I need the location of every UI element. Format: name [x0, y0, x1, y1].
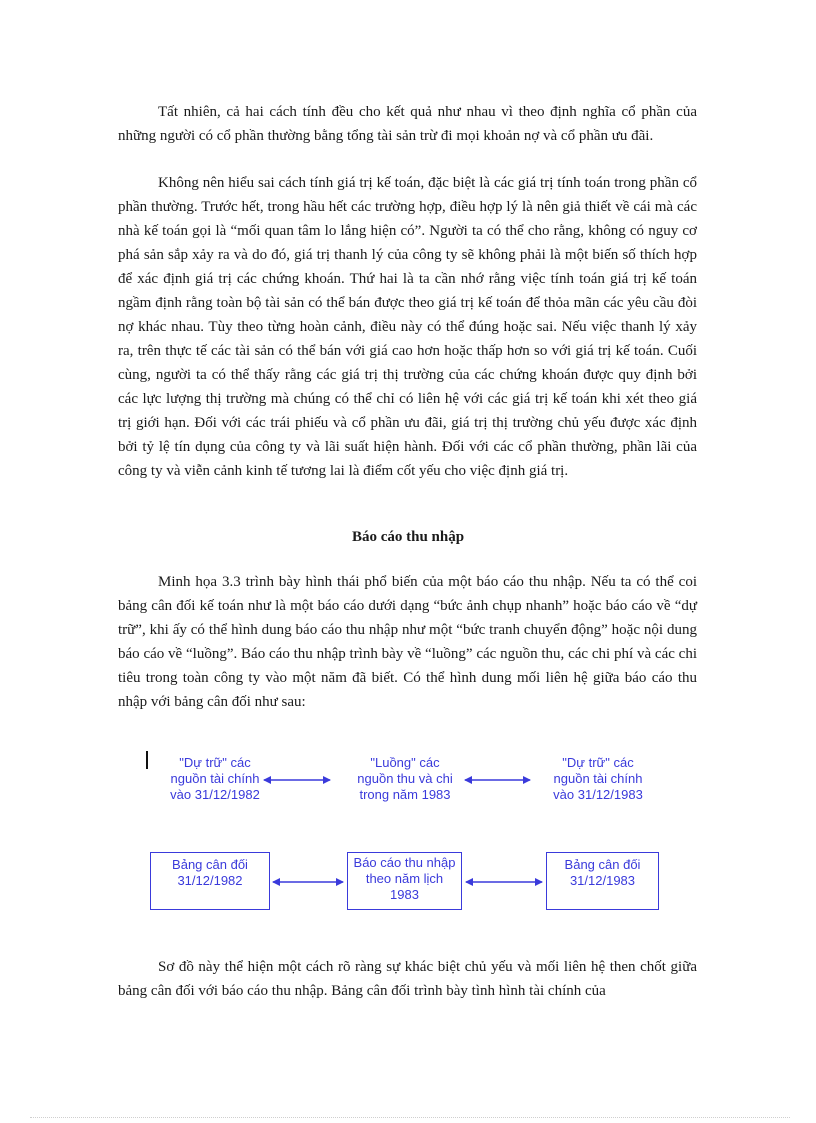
section-heading: Báo cáo thu nhập	[351, 529, 465, 545]
diagram-arrows	[140, 745, 680, 920]
box-balance-1982: Bảng cân đối 31/12/1982	[150, 852, 270, 910]
box-income-statement-1983: Báo cáo thu nhập theo năm lịch 1983	[347, 852, 462, 910]
top-right-label: "Dự trữ" các nguồn tài chính vào 31/12/1983	[553, 755, 643, 802]
page-bottom-rule	[30, 1117, 790, 1118]
paragraph-4: Sơ đồ này thể hiện một cách rõ ràng sự khác biệt chủ yếu và mối liên hệ then chốt giữa bảng cân đối với báo cáo thu nhập. Bảng cân đối trình bày tình hình tài chính của	[118, 959, 697, 999]
paragraph-1: Tất nhiên, cả hai cách tính đều cho kết quả như nhau vì theo định nghĩa cổ phần của những người có cổ phần thường bằng tổng tài sản trừ đi mọi khoản nợ và cổ phần ưu đãi.	[118, 104, 697, 144]
top-middle-label: "Luồng" các nguồn thu và chi trong năm 1983	[357, 755, 453, 802]
paragraph-2: Không nên hiểu sai cách tính giá trị kế toán, đặc biệt là các giá trị tính toán trong phần cổ phần thường. Trước hết, trong hầu hết các trường hợp, điều hợp lý là nên giả thiết về cái mà các nhà kế toán gọi là “mối quan tâm lo lắng hiện có”. Người ta có thể cho rằng, không có nguy cơ phá sản sắp xảy ra và do đó, giá trị thanh lý của công ty sẽ không phải là một biến số thích hợp để xác định giá trị các chứng khoán. Thứ hai là ta cần nhớ rằng việc tính toán giá trị kế toán ngầm định rằng toàn bộ tài sản có thể bán được theo giá trị kế toán để thỏa mãn các yêu cầu đòi nợ khác nhau. Tùy theo từng hoàn cảnh, điều này có thể đúng hoặc sai. Nếu việc thanh lý xảy ra, trên thực tế các tài sản có thể bán với giá cao hơn hoặc thấp hơn so với giá trị kế toán. Cuối cùng, người ta có thể thấy rằng các giá trị thị trường của các chứng khoán được quy định bởi các lực lượng thị trường mà chúng có thể chỉ có liên hệ với các giá trị kế toán khi xét theo giá trị giới hạn. Đối với các trái phiếu và cổ phần ưu đãi, giá trị thị trường chủ yếu được xác định bởi tỷ lệ tín dụng của công ty và lãi suất hiện hành. Đối với các cổ phần thường, phần lãi của công ty và viễn cảnh kinh tế tương lai là điểm cốt yếu cho việc định giá trị.	[118, 175, 697, 479]
top-left-label: "Dự trữ" các nguồn tài chính vào 31/12/1982	[170, 755, 260, 802]
paragraph-3: Minh họa 3.3 trình bày hình thái phổ biến của một báo cáo thu nhập. Nếu ta có thể coi bảng cân đối kế toán như là một báo cáo dưới dạng “bức ảnh chụp nhanh” hoặc báo cáo về “dự trữ”, khi ấy có thể hình dung báo cáo thu nhập như một “bức tranh chuyển động” hoặc nội dung báo cáo về “luồng”. Báo cáo thu nhập trình bày về “luồng” các nguồn thu, các chi phí và các chi tiêu trong toàn công ty vào một năm đã biết. Có thể hình dung mối liên hệ giữa báo cáo thu nhập với bảng cân đối như sau:	[118, 574, 697, 710]
closing-text	[118, 955, 697, 1003]
box-balance-1983: Bảng cân đối 31/12/1983	[546, 852, 659, 910]
section-text	[118, 570, 697, 714]
intro-text	[118, 100, 697, 483]
income-balance-diagram	[140, 745, 680, 920]
